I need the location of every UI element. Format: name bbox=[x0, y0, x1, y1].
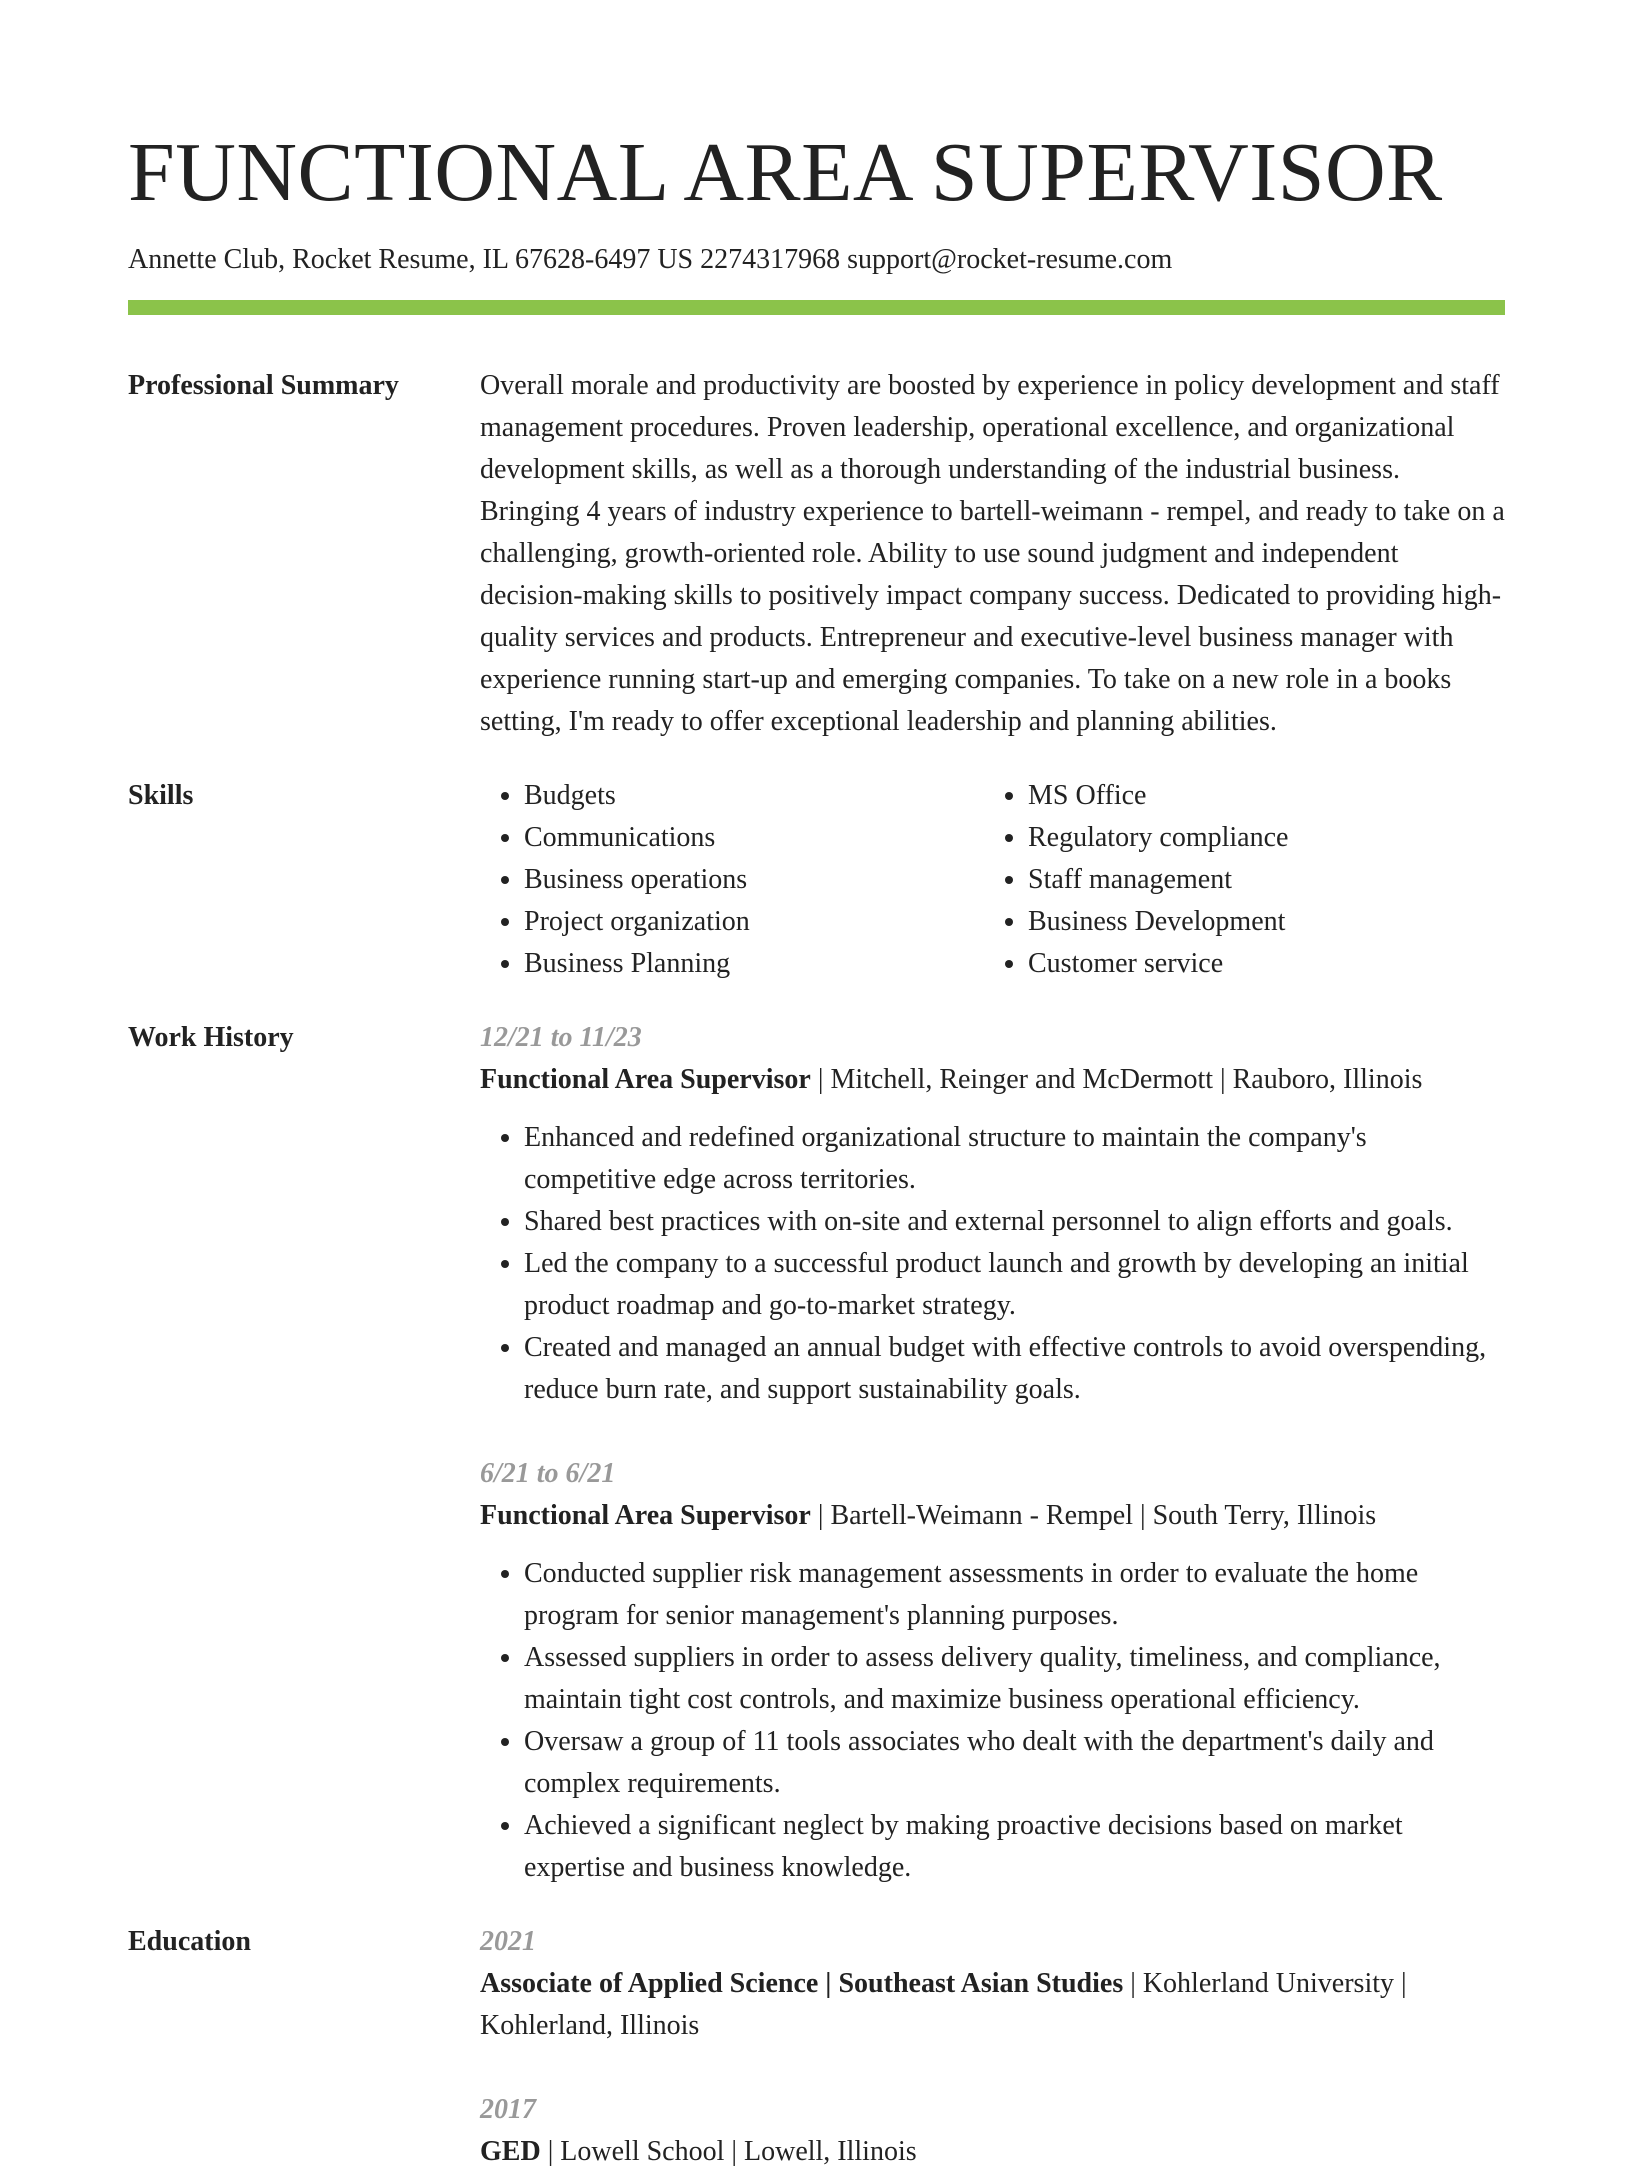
skill-item: • Regulatory compliance bbox=[1028, 817, 1488, 859]
skill-item: • Business Development bbox=[1028, 901, 1488, 943]
skills-heading: Skills bbox=[128, 780, 194, 811]
education-date: 2017 bbox=[480, 2094, 536, 2125]
skill-item: • MS Office bbox=[1028, 775, 1488, 817]
education-line bbox=[480, 1963, 1505, 2047]
accent-divider bbox=[128, 300, 1505, 315]
education-heading: Education bbox=[128, 1926, 251, 1957]
job-bullet: • Shared best practices with on-site and external personnel to align efforts and goals. bbox=[524, 1201, 1505, 1243]
skill-item: • Communications bbox=[524, 817, 984, 859]
job-date: 6/21 to 6/21 bbox=[480, 1458, 616, 1489]
skills-section bbox=[128, 775, 1505, 985]
skills-list-left bbox=[480, 775, 984, 985]
skill-item: • Customer service bbox=[1028, 943, 1488, 985]
summary-section bbox=[128, 365, 1505, 743]
job-title: Functional Area Supervisor bbox=[480, 1064, 811, 1095]
skills-list-right bbox=[984, 775, 1488, 985]
job-entry bbox=[480, 1453, 1505, 1889]
education-details: | Lowell School | Lowell, Illinois bbox=[540, 2136, 917, 2167]
education-section bbox=[128, 1921, 1505, 2173]
job-details: | Mitchell, Reinger and McDermott | Rauboro, Illinois bbox=[810, 1064, 1423, 1095]
skill-item: • Budgets bbox=[524, 775, 984, 817]
job-date: 12/21 to 11/23 bbox=[480, 1022, 642, 1053]
job-bullet: • Assessed suppliers in order to assess delivery quality, timeliness, and compliance, maintain tight cost controls, and maximize business operational efficiency. bbox=[524, 1637, 1505, 1721]
candidate-title: FUNCTIONAL AREA SUPERVISOR bbox=[128, 126, 1443, 219]
job-bullet: • Enhanced and redefined organizational structure to maintain the company's competitive edge across territories. bbox=[524, 1117, 1505, 1201]
summary-body bbox=[480, 365, 1505, 743]
job-title: Functional Area Supervisor bbox=[480, 1500, 811, 1531]
job-entry bbox=[480, 1017, 1505, 1411]
education-body bbox=[480, 1921, 1505, 2173]
education-degree: GED bbox=[480, 2136, 541, 2167]
summary-heading: Professional Summary bbox=[128, 370, 399, 401]
skill-item: • Project organization bbox=[524, 901, 984, 943]
summary-text: Overall morale and productivity are boosted by experience in policy development and staff management procedures. Proven leadership, operational excellence, and organizational development skills, as well as a thorough understanding of the industrial business. Bringing 4 years of industry experience to bartell-weimann - rempel, and ready to take on a challenging, growth-oriented role. Ability to use sound judgment and independent decision-making skills to positively impact company success. Dedicated to providing high-quality services and products. Entrepreneur and executive-level business manager with experience running start-up and emerging companies. To take on a new role in a books setting, I'm ready to offer exceptional leadership and planning abilities. bbox=[480, 370, 1505, 737]
job-title-line bbox=[480, 1495, 1505, 1537]
job-bullet-list bbox=[480, 1117, 1505, 1411]
work-history-heading: Work History bbox=[128, 1022, 294, 1053]
job-bullet: • Achieved a significant neglect by making proactive decisions based on market expertise and business knowledge. bbox=[524, 1805, 1505, 1889]
education-entry bbox=[480, 2089, 1505, 2173]
skill-item: • Business operations bbox=[524, 859, 984, 901]
education-degree: Associate of Applied Science | Southeast Asian Studies bbox=[480, 1968, 1124, 1999]
job-bullet-list bbox=[480, 1553, 1505, 1889]
job-bullet: • Conducted supplier risk management assessments in order to evaluate the home program for senior management's planning purposes. bbox=[524, 1553, 1505, 1637]
skills-body bbox=[480, 775, 1505, 985]
education-date: 2021 bbox=[480, 1926, 536, 1957]
job-bullet: • Oversaw a group of 11 tools associates who dealt with the department's daily and complex requirements. bbox=[524, 1721, 1505, 1805]
work-history-body bbox=[480, 1017, 1505, 1889]
job-bullet: • Created and managed an annual budget with effective controls to avoid overspending, reduce burn rate, and support sustainability goals. bbox=[524, 1327, 1505, 1411]
education-details: | Kohlerland University | Kohlerland, Illinois bbox=[480, 1968, 1407, 2041]
education-entry bbox=[480, 1921, 1505, 2047]
skill-item: • Staff management bbox=[1028, 859, 1488, 901]
resume-page bbox=[128, 0, 1505, 2173]
education-line bbox=[480, 2131, 1505, 2173]
job-details: | Bartell-Weimann - Rempel | South Terry, Illinois bbox=[810, 1500, 1377, 1531]
skill-item: • Business Planning bbox=[524, 943, 984, 985]
work-history-section bbox=[128, 1017, 1505, 1889]
job-bullet: • Led the company to a successful product launch and growth by developing an initial product roadmap and go-to-market strategy. bbox=[524, 1243, 1505, 1327]
contact-line: Annette Club, Rocket Resume, IL 67628-6497 US 2274317968 support@rocket-resume.com bbox=[128, 244, 1173, 275]
job-title-line bbox=[480, 1059, 1505, 1101]
